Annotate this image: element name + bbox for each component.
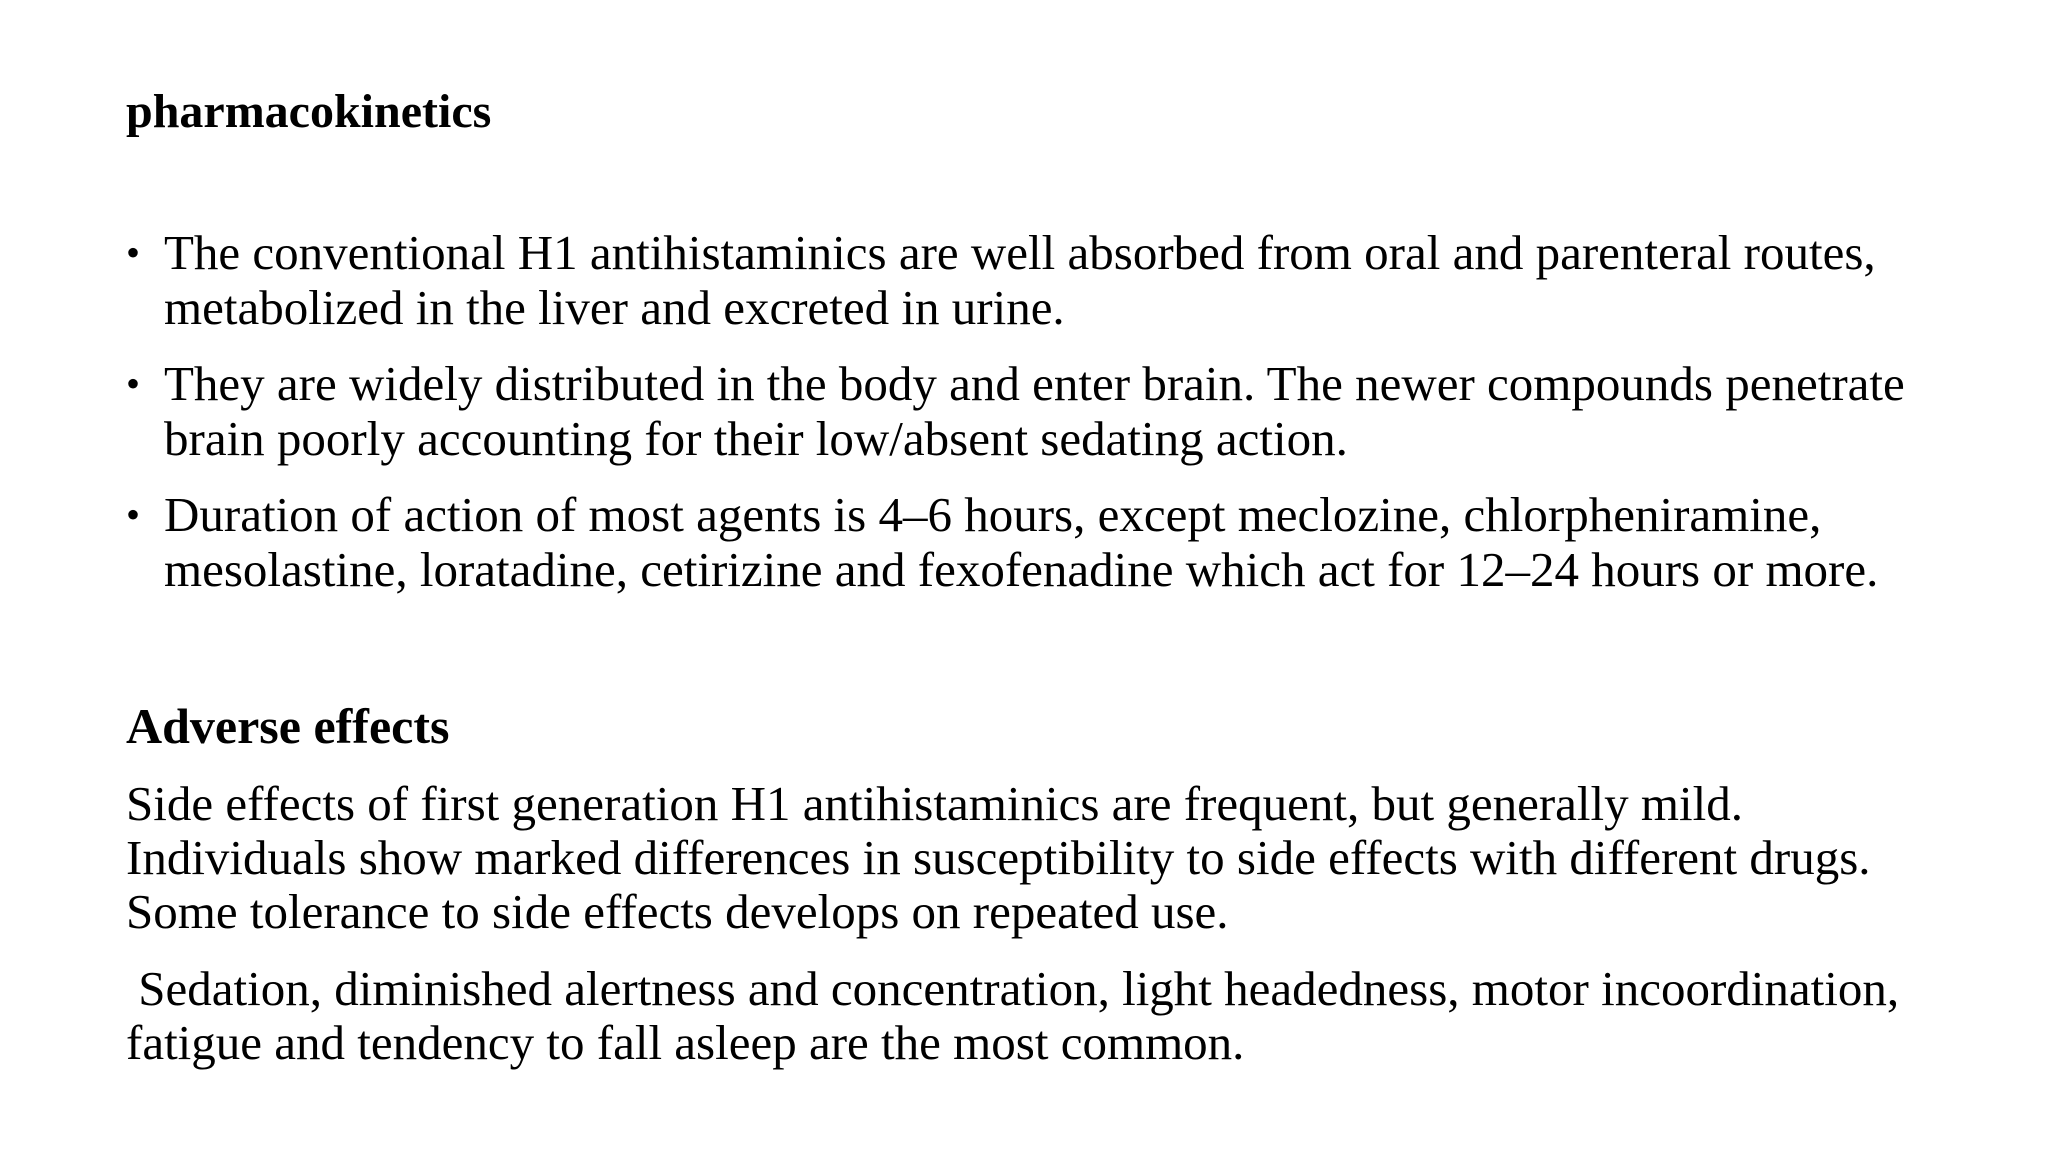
adverse-effects-heading: Adverse effects [126, 698, 450, 754]
pharmacokinetics-heading: pharmacokinetics [126, 85, 492, 138]
paragraph-text-line: fatigue and tendency to fall asleep are the most common. [126, 1015, 1245, 1070]
adverse-effects-paragraph [126, 962, 1899, 1070]
bullet-text-line: The conventional H1 antihistaminics are well absorbed from oral and parenteral routes, [164, 225, 1876, 280]
bullet-icon: • [126, 492, 141, 537]
bullet-item [126, 356, 2026, 466]
bullet-text-line: metabolized in the liver and excreted in urine. [164, 280, 1065, 335]
paragraph-text-line: Sedation, diminished alertness and concentration, light headedness, motor incoordination, [126, 961, 1900, 1016]
bullet-icon: • [126, 230, 141, 275]
bullet-text-line: They are widely distributed in the body and enter brain. The newer compounds penetrate [164, 356, 1905, 411]
bullet-icon: • [126, 361, 141, 406]
bullet-item [126, 487, 2026, 597]
bullet-item [126, 225, 2026, 335]
paragraph-text-line: Individuals show marked differences in susceptibility to side effects with different drugs. [126, 830, 1871, 885]
pharmacokinetics-bullet-list [126, 225, 2026, 618]
bullet-text-line: brain poorly accounting for their low/absent sedating action. [164, 411, 1348, 466]
paragraph-text-line: Side effects of first generation H1 antihistaminics are frequent, but generally mild. [126, 776, 1743, 831]
bullet-text-line: Duration of action of most agents is 4–6 hours, except meclozine, chlorpheniramine, [164, 487, 1822, 542]
paragraph-text-line: Some tolerance to side effects develops on repeated use. [126, 884, 1229, 939]
bullet-text-line: mesolastine, loratadine, cetirizine and fexofenadine which act for 12–24 hours or more. [164, 542, 1879, 597]
adverse-effects-paragraph [126, 777, 1871, 939]
